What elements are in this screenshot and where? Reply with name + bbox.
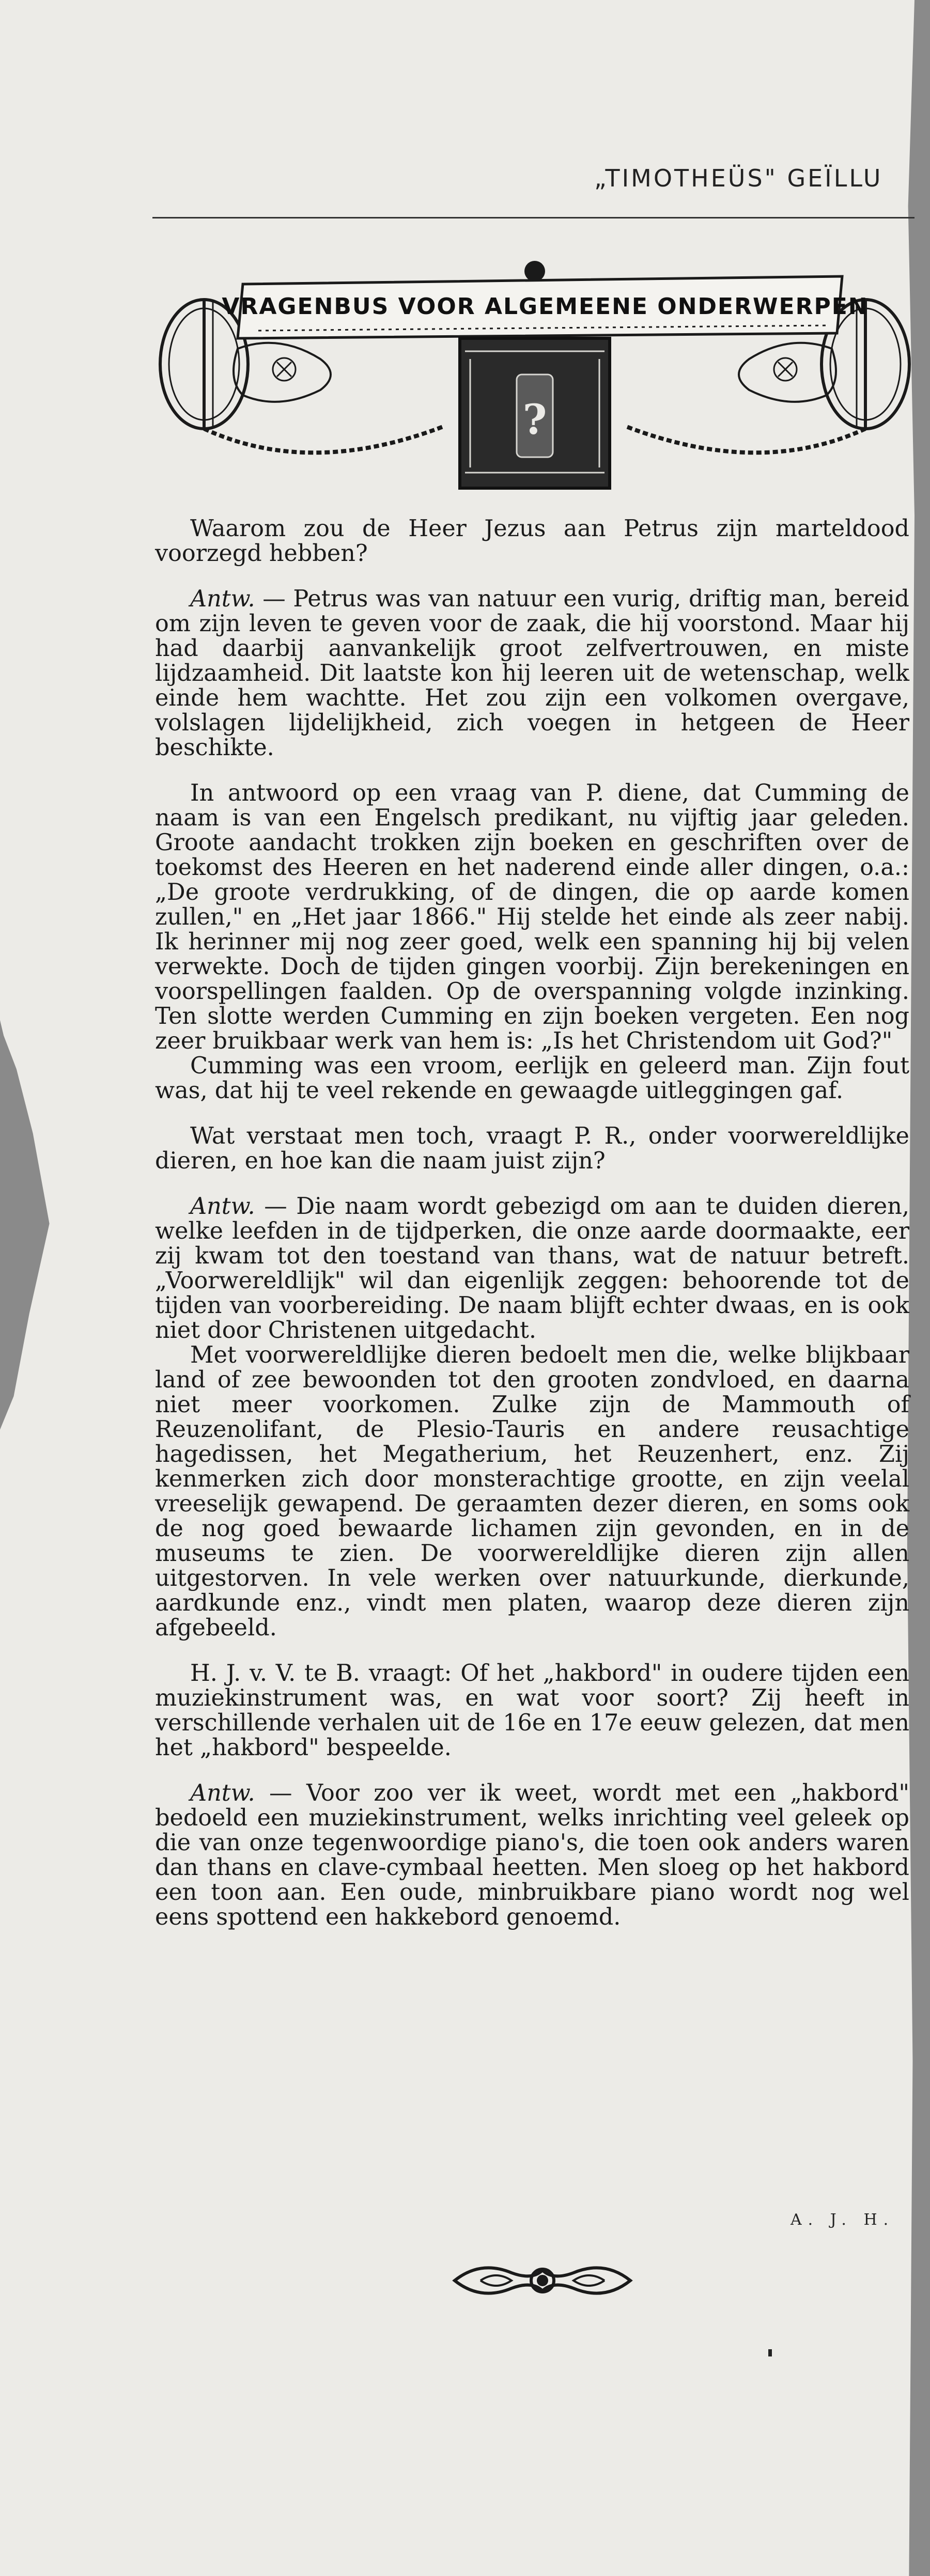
question-paragraph: Waarom zou de Heer Jezus aan Petrus zijn marteldood voorzegd hebben?	[155, 516, 909, 567]
answer-paragraph: Antw. — Voor zoo ver ik weet, wordt met een „hakbord" bedoeld een muziekinstrument, welks inrichting veel geleek op die van onze tegenwoordige piano's, die toen ook anders waren dan thans en clave-cymbaal heetten. Men sloeg op het hakbord een toon aan. Een oude, minbruikbare piano wordt nog wel eens spottend een hakkebord genoemd.	[155, 1780, 909, 1930]
article-body	[155, 517, 909, 1930]
column-emblem	[155, 256, 915, 498]
box-question-mark: ?	[522, 395, 547, 444]
banner-title: VRAGENBUS VOOR ALGEMEENE ONDERWERPEN	[222, 293, 869, 320]
running-header: „TIMOTHEÜS" GEÏLLU	[594, 164, 883, 192]
continuation-paragraph: Met voorwereldlijke dieren bedoelt men die, welke blijkbaar land of zee bewoonden tot den grooten zondvloed, en daarna niet meer voorkomen. Zulke zijn de Mammouth of Reuzenolifant, de Plesio-Tauris en andere reusachtige hagedissen, het Megatherium, het Reuzenhert, enz. Zij kenmerken zich door monsterachtige grootte, en zijn veelal vreeselijk gewapend. De geraamten dezer dieren, en soms ook de nog goed bewaarde lichamen zijn gevonden, en in de museums te zien. De voorwereldlijke dieren zijn allen uitgestorven. In vele werken over natuurkunde, dierkunde, aardkunde enz., vindt men platen, waarop deze dieren zijn afgebeeld.	[155, 1342, 909, 1641]
header-rule	[152, 217, 915, 218]
answer-paragraph: Antw. — Petrus was van natuur een vurig, driftig man, bereid om zijn leven te geven voor de zaak, die hij voorstond. Maar hij had daarbij aanvankelijk groot zelfvertrouwen, en miste lijdzaamheid. Dit laatste kon hij leeren uit de wetenschap, welk einde hem wachtte. Het zou zijn een volkomen overgave, volslagen lijdelijkheid, zich voegen in hetgeen de Heer beschikte.	[155, 586, 909, 761]
question-paragraph: In antwoord op een vraag van P. diene, dat Cumming de naam is van een Engelsch predikant, nu vijftig jaar geleden. Groote aandacht trokken zijn boeken en geschriften over de toekomst des Heeren en het naderend einde aller dingen, o.a.: „De groote verdrukking, of de dingen, die op aarde komen zullen," en „Het jaar 1866." Hij stelde het einde als zeer nabij. Ik herinner mij nog zeer goed, welk een spanning hij bij velen verwekte. Doch de tijden gingen voorbij. Zijn berekeningen en voorspellingen faalden. Op de overspanning volgde inzinking. Ten slotte werden Cumming en zijn boeken vergeten. Een nog zeer bruikbaar werk van hem is: „Is het Christendom uit God?"	[155, 780, 909, 1054]
answer-paragraph: Antw. — Die naam wordt gebezigd om aan te duiden dieren, welke leefden in de tijdperken, die onze aarde doormaakte, eer zij kwam tot den toestand van thans, wat de natuur betreft. „Voorwereldlijk" wil dan eigenlijk zeggen: behoorende tot de tijden van voorbereiding. De naam blijft echter dwaas, en is ook niet door Christenen uitgedacht.	[155, 1193, 909, 1344]
closing-ornament-icon	[450, 2250, 636, 2312]
continuation-paragraph: Cumming was een vroom, eerlijk en geleerd man. Zijn fout was, dat hij te veel rekende en gewaagde uitleggingen gaf.	[155, 1053, 909, 1104]
question-paragraph: Wat verstaat men toch, vraagt P. R., onder voorwereldlijke dieren, en hoe kan die naam juist zijn?	[155, 1123, 909, 1174]
question-paragraph: H. J. v. V. te B. vraagt: Of het „hakbord" in oudere tijden een muziekinstrument was, en wat voor soort? Zij heeft in verschillende verhalen uit de 16e en 17e eeuw gelezen, dat men het „hakbord" bespeelde.	[155, 1660, 909, 1761]
ink-speck	[768, 2349, 772, 2356]
author-signature: A. J. H.	[791, 2211, 895, 2229]
